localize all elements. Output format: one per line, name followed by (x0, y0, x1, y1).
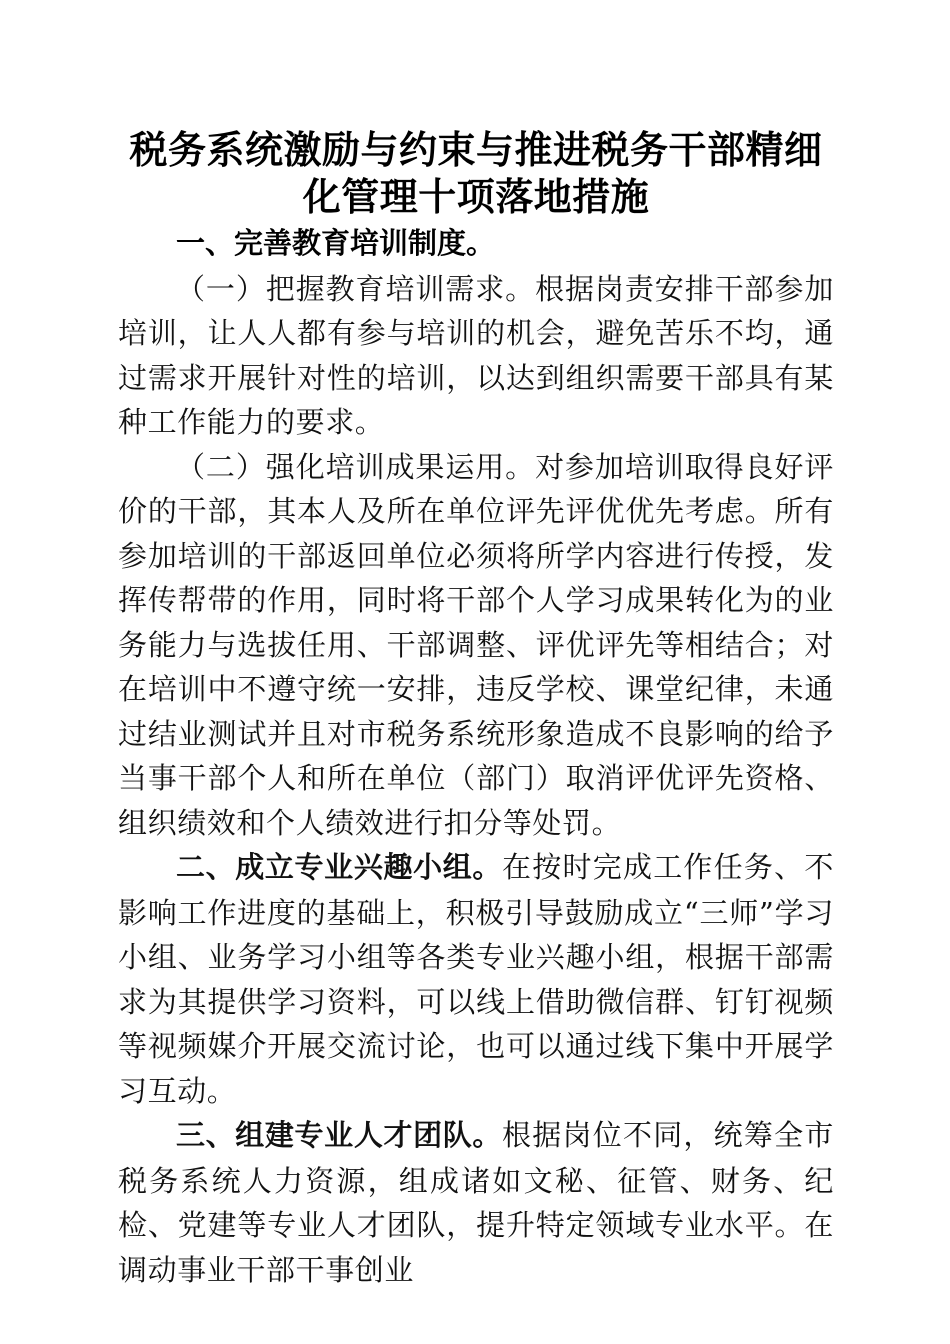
paragraph-section-3 (118, 1113, 834, 1292)
section-2-body-text: 在按时完成工作任务、不影响工作进度的基础上，积极引导鼓励成立“三师”学习小组、业务学习小组等各类专业兴趣小组，根据干部需求为其提供学习资料，可以线上借助微信群、钉钉视频等视频媒介开展交流讨论，也可以通过线下集中开展学习互动。 (118, 850, 834, 1108)
section-heading-2: 二、成立专业兴趣小组。 (176, 852, 503, 884)
section-heading-3: 三、组建专业人才团队。 (176, 1120, 503, 1152)
section-3-body-text: 根据岗位不同，统筹全市税务系统人力资源，组成诸如文秘、征管、财务、纪检、党建等专业人才团队，提升特定领域专业水平。在调动事业干部干事创业 (118, 1118, 834, 1287)
paragraph-section-1-item-1: （一）把握教育培训需求。根据岗责安排干部参加培训，让人人都有参与培训的机会，避免苦乐不均，通过需求开展针对性的培训，以达到组织需要干部具有某种工作能力的要求。 (118, 271, 834, 439)
body-bottom-spacer (118, 1292, 834, 1302)
document-body (118, 222, 834, 1302)
paragraph-section-1-item-2: （二）强化培训成果运用。对参加培训取得良好评价的干部，其本人及所在单位评先评优优先考虑。所有参加培训的干部返回单位必须将所学内容进行传授，发挥传帮带的作用，同时将干部个人学习成果转化为的业务能力与选拔任用、干部调整、评优评先等相结合；对在培训中不遵守统一安排，违反学校、课堂纪律，未通过结业测试并且对市税务系统形象造成不良影响的给予当事干部个人和所在单位（部门）取消评优评先资格、组织绩效和个人绩效进行扣分等处罚。 (118, 449, 834, 840)
section-heading-1: 一、完善教育培训制度。 (176, 228, 496, 260)
document-content (118, 128, 834, 1302)
paragraph-section-2 (118, 845, 834, 1113)
page-title: 税务系统激励与约束与推进税务干部精细化管理十项落地措施 (129, 130, 823, 219)
